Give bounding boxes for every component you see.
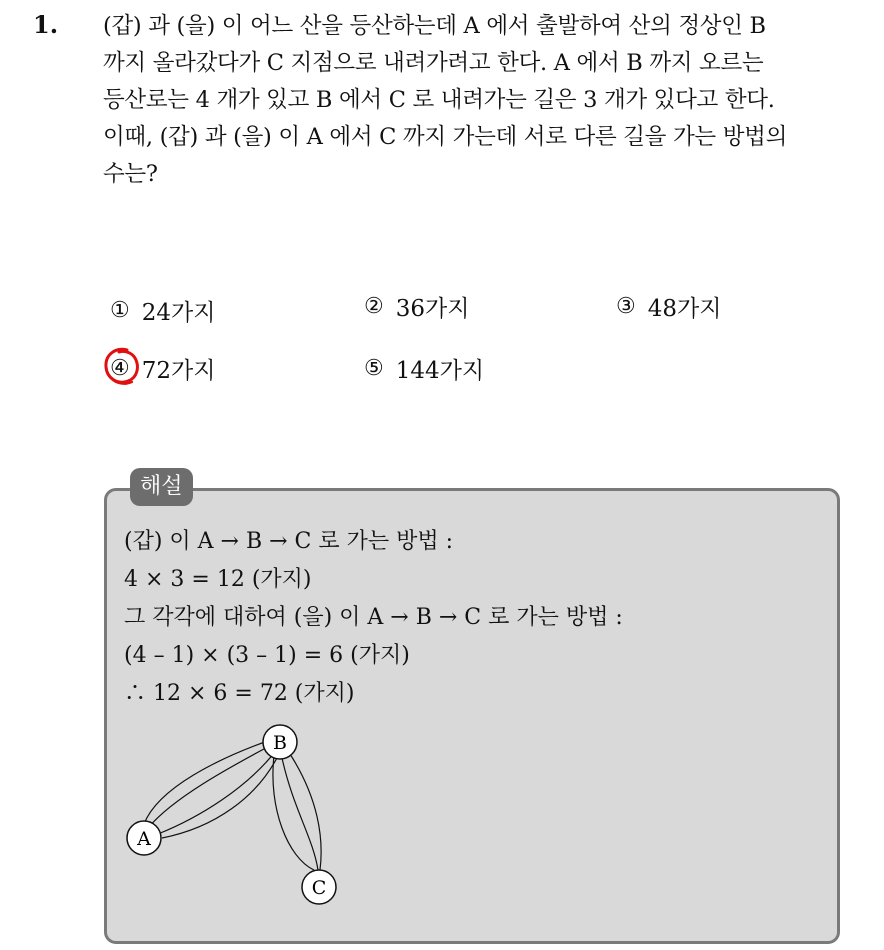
solution-line: (4 – 1) × (3 – 1) = 6 (가지)	[124, 643, 410, 668]
choice-5[interactable]	[364, 352, 484, 385]
node-b-label: B	[273, 732, 287, 754]
choice-3[interactable]	[616, 290, 721, 323]
choice-1[interactable]	[110, 294, 215, 327]
path-b-c	[273, 756, 314, 870]
choice-mark: ⑤	[364, 356, 384, 381]
path-a-b	[162, 752, 280, 838]
choice-mark: ④	[110, 356, 130, 381]
solution-line: (갑) 이 A → B → C 로 가는 방법 :	[124, 529, 454, 554]
solution-tab: 해설	[130, 468, 193, 506]
choice-mark: ③	[616, 294, 636, 319]
question-line: 이때, (갑) 과 (을) 이 A 에서 C 까지 가는데 서로 다른 길을 가는 방법의	[103, 124, 787, 150]
question-line: 까지 올라갔다가 C 지점으로 내려가려고 한다. A 에서 B 까지 오르는	[103, 50, 764, 76]
question-line: (갑) 과 (을) 이 어느 산을 등산하는데 A 에서 출발하여 산의 정상인 B	[103, 13, 766, 39]
choice-mark: ②	[364, 294, 384, 319]
choice-label: 36가지	[395, 296, 470, 322]
node-a-label: A	[137, 828, 151, 850]
choice-label: 72가지	[141, 358, 216, 384]
solution-line: 4 × 3 = 12 (가지)	[124, 567, 312, 592]
solution-line: 그 각각에 대하여 (을) 이 A → B → C 로 가는 방법 :	[124, 605, 623, 630]
answer-circle-mark	[101, 345, 143, 387]
path-a-b	[144, 738, 276, 824]
node-c	[302, 870, 336, 904]
solution-line: ∴ 12 × 6 = 72 (가지)	[124, 681, 355, 706]
path-diagram	[118, 718, 348, 914]
node-b	[263, 725, 297, 759]
choice-mark: ①	[110, 298, 130, 323]
question-text	[103, 8, 863, 193]
question-line: 등산로는 4 개가 있고 B 에서 C 로 내려가는 길은 3 개가 있다고 한다.	[103, 87, 775, 113]
node-c-label: C	[311, 877, 327, 899]
choice-2[interactable]	[364, 290, 469, 323]
path-b-c	[282, 758, 318, 870]
choice-label: 144가지	[395, 358, 485, 384]
solution-text	[124, 523, 824, 713]
question-number: 1.	[33, 10, 59, 39]
question-line: 수는?	[103, 161, 158, 187]
node-a	[127, 821, 161, 855]
choice-label: 24가지	[141, 300, 216, 326]
path-a-b	[158, 748, 278, 834]
choice-label: 48가지	[647, 296, 722, 322]
